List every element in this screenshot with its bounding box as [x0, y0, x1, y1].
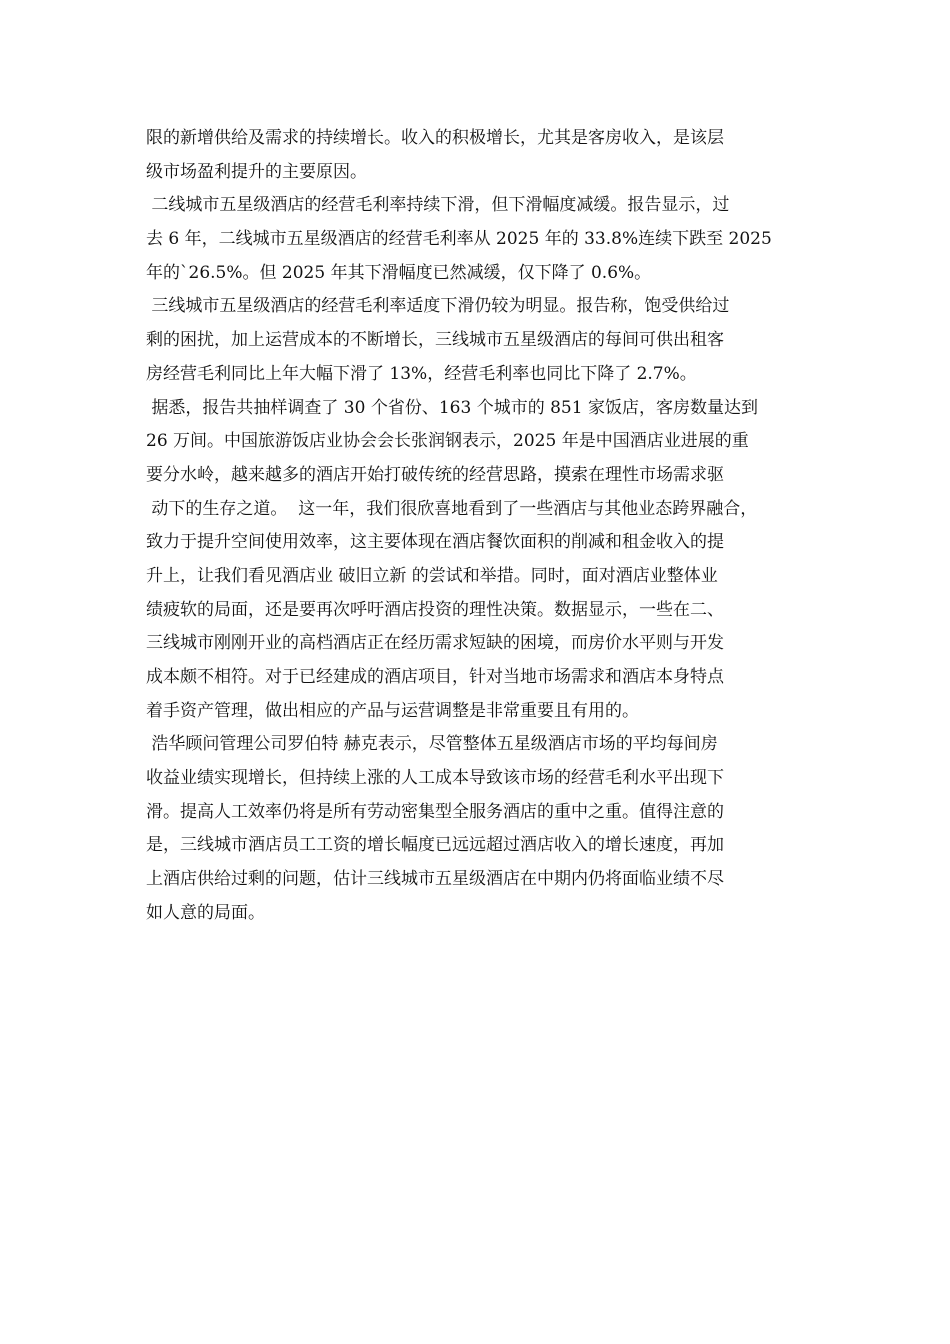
text-line: 上酒店供给过剩的问题，估计三线城市五星级酒店在中期内仍将面临业绩不尽 [146, 869, 724, 890]
text-line: 升上，让我们看见酒店业 破旧立新 的尝试和举措。同时，面对酒店业整体业 [146, 565, 718, 586]
text-line: 动下的生存之道。 这一年，我们很欣喜地看到了一些酒店与其他业态跨界融合， [146, 498, 758, 519]
text-line: 要分水岭，越来越多的酒店开始打破传统的经营思路，摸索在理性市场需求驱 [146, 464, 724, 485]
text-line: 浩华顾问管理公司罗伯特 赫克表示，尽管整体五星级酒店市场的平均每间房 [146, 734, 718, 755]
text-line: 二线城市五星级酒店的经营毛利率持续下滑，但下滑幅度减缓。报告显示，过 [146, 195, 730, 216]
text-line: 是，三线城市酒店员工工资的增长幅度已远远超过酒店收入的增长速度，再加 [146, 835, 724, 856]
text-line: 据悉，报告共抽样调查了 30 个省份、163 个城市的 851 家饭店，客房数量达到 [146, 397, 758, 418]
text-line: 成本颇不相符。对于已经建成的酒店项目，针对当地市场需求和酒店本身特点 [146, 667, 724, 687]
text-line: 26 万间。中国旅游饭店业协会会长张润钢表示，2025 年是中国酒店业进展的重 [146, 431, 749, 452]
text-line: 着手资产管理，做出相应的产品与运营调整是非常重要且有用的。 [146, 700, 639, 721]
text-line: 级市场盈利提升的主要原因。 [146, 161, 367, 182]
text-line: 年的`26.5%。但 2025 年其下滑幅度已然减缓，仅下降了 0.6%。 [146, 262, 652, 283]
text-line: 剩的困扰，加上运营成本的不断增长，三线城市五星级酒店的每间可供出租客 [146, 330, 724, 351]
text-line: 三线城市刚刚开业的高档酒店正在经历需求短缺的困境，而房价水平则与开发 [146, 633, 724, 654]
text-line: 绩疲软的局面，还是要再次呼吁酒店投资的理性决策。数据显示，一些在二、 [146, 599, 724, 620]
text-line: 致力于提升空间使用效率，这主要体现在酒店餐饮面积的削减和租金收入的提 [146, 532, 724, 553]
text-line: 限的新增供给及需求的持续增长。收入的积极增长，尤其是客房收入，是该层 [146, 128, 724, 148]
text-line: 房经营毛利同比上年大幅下滑了 13%，经营毛利率也同比下降了 2.7%。 [146, 363, 697, 384]
text-line: 去 6 年，二线城市五星级酒店的经营毛利率从 2025 年的 33.8%连续下跌至 2025 [146, 229, 772, 250]
text-line: 如人意的局面。 [146, 902, 265, 923]
text-line: 滑。提高人工效率仍将是所有劳动密集型全服务酒店的重中之重。值得注意的 [146, 801, 724, 822]
body-text [146, 122, 826, 931]
text-line: 三线城市五星级酒店的经营毛利率适度下滑仍较为明显。报告称，饱受供给过 [146, 296, 730, 317]
text-line: 收益业绩实现增长，但持续上涨的人工成本导致该市场的经营毛利水平出现下 [146, 768, 724, 789]
